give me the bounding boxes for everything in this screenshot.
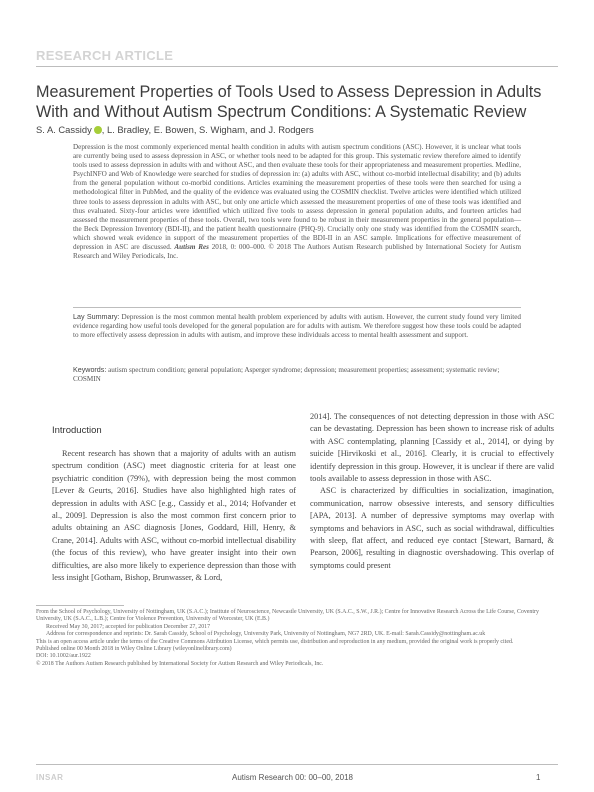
author-list: [36, 124, 558, 135]
footnote-affiliations: From the School of Psychology, University of Nottingham, UK (S.A.C.); Institute of Neuroscience, Newcastle University, UK (S.A.C., S.W., J.R.); Centre for Innovative Research Across the Life Course, Coventry University, UK (S.A.C., L.B.); Centre for Violence Prevention, University of Worcester, UK (E.B.): [36, 609, 539, 623]
body-paragraph: 2014]. The consequences of not detecting depression in those with ASC can be devastating. Depression has been shown to increase risk of adults with ASC contemplating, planning [Cassidy et al., 2014], or dying by suicide [Hirvikoski et al., 2016]. Clearly, it is crucial to effectively identify depression in this group. However, it is unclear if there are valid tools available to assess depression in those with ASC.: [310, 412, 554, 484]
section-label: RESEARCH ARTICLE: [36, 48, 174, 63]
footnote-copyright: © 2018 The Authors Autism Research published by International Society for Autism Research and Wiley Periodicals, Inc.: [36, 660, 324, 667]
citation-detail: 2018, 0: 000–000. © 2018 The Authors Autism Research published by International Society for Autism Research and Wiley Periodicals, Inc.: [73, 243, 521, 261]
body-paragraph: ASC is characterized by difficulties in socialization, imagination, communication, narrow obsessive interests, and sensory difficulties [APA, 2013]. A number of depressive symptoms may overlap with symptoms and behaviors in ASC, such as social withdrawal, difficulties with sleep, flat affect, and reduced eye contact [Stewart, Barnard, & Pearson, 2006], resulting in diagnostic overshadowing. This overlap of symptoms could present: [310, 486, 554, 570]
abstract: [73, 143, 521, 261]
keywords: [73, 366, 521, 384]
footnote-license: This is an open access article under the terms of the Creative Commons Attribution License, which permits use, distribution and reproduction in any medium, provided the original work is properly cited.: [36, 638, 514, 645]
first-author[interactable]: S. A. Cassidy: [36, 124, 92, 135]
journal-reference: Autism Research 00: 00–00, 2018: [232, 773, 353, 782]
citation-journal: Autism Res: [174, 243, 209, 252]
orcid-icon[interactable]: [94, 126, 102, 134]
abstract-divider: [73, 307, 521, 308]
other-authors: , L. Bradley, E. Bowen, S. Wigham, and J. Rodgers: [101, 124, 314, 135]
footnote-received: Received May 30, 2017; accepted for publication December 27, 2017: [46, 623, 211, 630]
body-column-left: Recent research has shown that a majority of adults with an autism spectrum condition (ASC) meet diagnostic criteria for at least one psychiatric condition (79%), with depression being the most common [Lever & Geurts, 2016]. Studies have also highlighted high rates of depression in adults with ASC [e.g., Cassidy et al., 2014; Hofvander et al., 2009]. Depression is also the most common first concern prior to adults obtaining an ASC diagnosis [Jones, Goddard, Hill, Henry, & Crane, 2014]. Adults with ASC, without co-morbid intellectual disability (the focus of this review), who have greater insight into their own difficulties, are also more likely to experience depression than those with less insight [Gotham, Bishop, Brunwasser, & Lord,: [52, 449, 296, 583]
lay-summary-label: Lay Summary:: [73, 313, 120, 321]
footer-divider: [36, 764, 558, 765]
footnote-published: Published online 00 Month 2018 in Wiley Online Library (wileyonlinelibrary.com): [36, 646, 232, 653]
society-logo: INSAR: [36, 773, 64, 782]
footnote-doi[interactable]: DOI: 10.1002/aur.1922: [36, 653, 91, 660]
keywords-text: autism spectrum condition; general population; Asperger syndrome; depression; measurement properties; assessment; systematic review; COSMIN: [73, 366, 500, 384]
keywords-label: Keywords:: [73, 366, 107, 374]
footnotes: [36, 609, 558, 668]
article-title: Measurement Properties of Tools Used to Assess Depression in Adults With and Without Autism Spectrum Conditions: A Systematic Review: [36, 83, 542, 121]
header-divider: [36, 66, 558, 67]
lay-summary-text: Depression is the most common mental health problem experienced by adults with autism. However, the current study found very limited evidence regarding how useful tools developed for the general population are for adults with autism. We therefore suggest how these tools could be adapted to more effectively assess depression in adults with autism, and improve these individuals access to mental health assessment and support.: [73, 313, 521, 340]
section-heading-introduction: Introduction: [52, 425, 102, 436]
lay-summary: [73, 313, 521, 340]
abstract-text: Depression is the most commonly experienced mental health condition in adults with autism spectrum conditions (ASC). However, it is unclear what tools are currently being used to assess depression in ASC, or whether tools need to be adapted for this group. This systematic review therefore aimed to identify tools used to assess depression in adults with and without ASC, and then evaluate these tools for their appropriateness and measurement properties. Medline, PsychINFO and Web of Knowledge were searched for studies of depression in: (a) adults with ASC, without co-morbid intellectual disability; and (b) adults from the general population without co-morbid conditions. Articles examining the measurement properties of these tools were then searched for using a methodological filter in PubMed, and the quality of the evidence was evaluated using the COSMIN checklist. Twelve articles were identified which utilized three tools to assess depression in adults with ASC, but only one article which assessed the measurement properties of one of these tools was identified and thus evaluated. Sixty-four articles were identified which utilized five tools to assess depression in general population adults, and fourteen articles had assessed the measurement properties of these tools. Overall, two tools were found to be robust in their measurement properties in the general population—the Beck Depression Inventory (BDI-II), and the patient health questionnaire (PHQ-9). Crucially only one study was identified from the COSMIN search, which showed weak evidence in support of the measurement properties of the BDI-II in an ASC sample. Implications for effective measurement of depression in ASC are discussed.: [73, 143, 521, 252]
body-column-right: [310, 411, 554, 572]
footnote-correspondence: Address for correspondence and reprints: Dr. Sarah Cassidy, School of Psychology, University Park, University of Nottingham, NG7 2RD, UK. E-mail: Sarah.Cassidy@nottingham.ac.uk: [46, 631, 486, 638]
page-number: 1: [536, 773, 541, 782]
footnote-divider: [36, 605, 124, 606]
